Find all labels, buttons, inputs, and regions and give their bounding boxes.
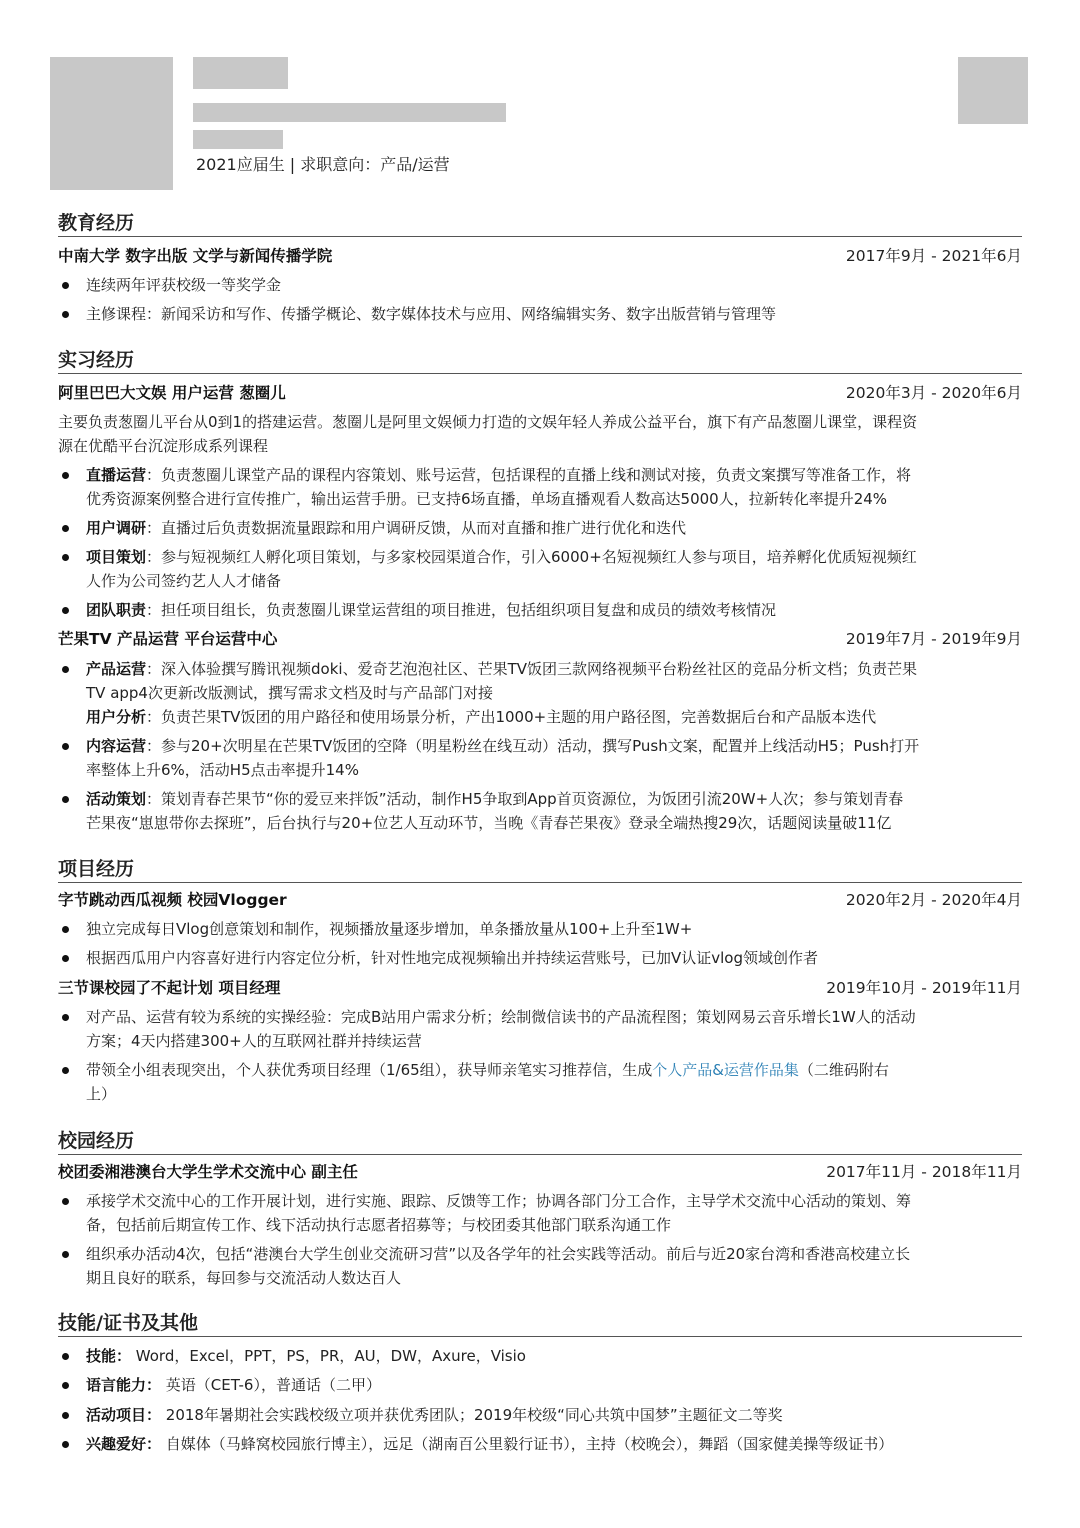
intro-line: 主要负责葱圈儿平台从0到1的搭建运营。葱圈儿是阿里文娱倾力打造的文娱年轻人养成公益平台，旗下有产品葱圈儿课堂，课程资	[58, 413, 918, 431]
bullet-text: 率整体上升6%，活动H5点击率提升14%	[86, 761, 359, 779]
project-entry-sanjieke	[58, 976, 1022, 1000]
education-entry	[58, 244, 1022, 268]
bullet-text: ：担任项目组长，负责葱圈儿课堂运营组的项目推进，包括组织项目复盘和成员的绩效考核情况	[146, 601, 777, 619]
bullet-label: 语言能力：	[86, 1376, 162, 1394]
bullet-text: 对产品、运营有较为系统的实操经验：完成B站用户需求分析；绘制微信读书的产品流程图；策划网易云音乐增长1W人的活动	[86, 1008, 916, 1026]
bullet-label: 用户分析	[86, 708, 147, 726]
bullet-dot	[62, 554, 69, 561]
bullet-text: ：负责葱圈儿课堂产品的课程内容策划、账号运营，包括课程的直播上线和测试对接，负责文案撰写等准备工作，将	[146, 466, 912, 484]
bullet-dot	[62, 796, 69, 803]
section-title-projects: 项目经历	[58, 858, 135, 880]
bullet-label: 项目策划	[86, 548, 147, 566]
bullet-text: ：直播过后负责数据流量跟踪和用户调研反馈，从而对直播和推广进行优化和迭代	[146, 519, 687, 537]
project-entry-bytedance	[58, 888, 1022, 912]
bullet-text: 备，包括前后期宣传工作、线下活动执行志愿者招募等；与校团委其他部门联系沟通工作	[86, 1216, 672, 1234]
bullet-label: 产品运营	[86, 660, 147, 678]
section-title-skills: 技能/证书及其他	[58, 1312, 198, 1334]
section-title-campus: 校园经历	[58, 1130, 135, 1152]
bullet-text: 根据西瓜用户内容喜好进行内容定位分析，针对性地完成视频输出并持续运营账号，已加V认证vlog领域创作者	[86, 949, 819, 967]
entry-date: 2017年11月 - 2018年11月	[826, 1163, 1022, 1181]
bullet-dot	[62, 1067, 69, 1074]
bullet-label: 用户调研	[86, 519, 147, 537]
bullet-dot	[62, 311, 69, 318]
bullet-text: 承接学术交流中心的工作开展计划，进行实施、跟踪、反馈等工作；协调各部门分工合作，主导学术交流中心活动的策划、筹	[86, 1192, 912, 1210]
bullet-dot	[62, 1382, 69, 1389]
entry-date: 2019年10月 - 2019年11月	[826, 979, 1022, 997]
entry-title: 中南大学 数字出版 文学与新闻传播学院	[58, 247, 333, 265]
redacted-qrcode	[958, 57, 1028, 124]
section-divider	[58, 1336, 1022, 1337]
bullet-label: 兴趣爱好：	[86, 1435, 162, 1453]
bullet-text: 优秀资源案例整合进行宣传推广，输出运营手册。已支持6场直播，单场直播观看人数高达5000人，拉新转化率提升24%	[86, 490, 888, 508]
bullet-dot	[62, 282, 69, 289]
entry-date: 2017年9月 - 2021年6月	[845, 247, 1022, 265]
bullet-text: 2018年暑期社会实践校级立项并获优秀团队；2019年校级“同心共筑中国梦”主题征文二等奖	[161, 1406, 783, 1424]
bullet-text: 自媒体（马蜂窝校园旅行博主），远足（湖南百公里毅行证书），主持（校晚会），舞蹈（国家健美操等级证书）	[161, 1435, 894, 1453]
entry-title: 阿里巴巴大文娱 用户运营 葱圈儿	[58, 384, 286, 402]
bullet-dot	[62, 525, 69, 532]
bullet-text: 人作为公司签约艺人人才储备	[86, 572, 282, 590]
bullet-label: 团队职责	[86, 601, 147, 619]
bullet-dot	[62, 472, 69, 479]
redacted-contact	[193, 103, 506, 122]
redacted-name	[193, 57, 288, 89]
bullet-dot	[62, 955, 69, 962]
redacted-photo	[50, 57, 173, 190]
bullet-text: ：参与短视频红人孵化项目策划，与多家校园渠道合作，引入6000+名短视频红人参与项目，培养孵化优质短视频红	[146, 548, 917, 566]
entry-date: 2020年3月 - 2020年6月	[845, 384, 1022, 402]
job-intent: 2021应届生 | 求职意向：产品/运营	[196, 155, 450, 174]
bullet-dot	[62, 1412, 69, 1419]
entry-date: 2019年7月 - 2019年9月	[845, 630, 1022, 648]
bullet-text: 带领全小组表现突出，个人获优秀项目经理（1/65组），获导师亲笔实习推荐信，生成	[86, 1061, 653, 1079]
entry-title: 字节跳动西瓜视频 校园Vlogger	[58, 891, 287, 909]
entry-title: 三节课校园了不起计划 项目经理	[58, 979, 281, 997]
section-title-internship: 实习经历	[58, 349, 135, 371]
entry-title: 芒果TV 产品运营 平台运营中心	[58, 630, 278, 648]
internship-entry-alibaba	[58, 381, 1022, 405]
section-divider	[58, 882, 1022, 883]
bullet-text: （二维码附右	[798, 1061, 889, 1079]
bullet-text: 主修课程：新闻采访和写作、传播学概论、数字媒体技术与应用、网络编辑实务、数字出版营销与管理等	[86, 305, 777, 323]
bullet-text: 方案；4天内搭建300+人的互联网社群并持续运营	[86, 1032, 422, 1050]
entry-intro	[58, 410, 1022, 458]
bullet-dot	[62, 607, 69, 614]
bullet-label: 活动项目：	[86, 1406, 162, 1424]
bullet-text: 英语（CET-6），普通话（二甲）	[161, 1376, 381, 1394]
bullet-label: 内容运营	[86, 737, 147, 755]
bullet-label: 技能：	[86, 1347, 132, 1365]
bullet-text: 芒果夜“崽崽带你去探班”，后台执行与20+位艺人互动环节，当晚《青春芒果夜》登录全端热搜29次，话题阅读量破11亿	[86, 814, 892, 832]
bullet-text: 上）	[86, 1085, 117, 1103]
bullet-dot	[62, 666, 69, 673]
bullet-dot	[62, 1198, 69, 1205]
section-divider	[58, 1154, 1022, 1155]
internship-entry-mango	[58, 627, 1022, 651]
bullet-dot	[62, 926, 69, 933]
bullet-text: Word，Excel，PPT，PS，PR，AU，DW，Axure，Visio	[131, 1347, 526, 1365]
bullet-text: 期且良好的联系，每回参与交流活动人数达百人	[86, 1269, 402, 1287]
bullet-text: 组织承办活动4次，包括“港澳台大学生创业交流研习营”以及各学年的社会实践等活动。前后与近20家台湾和香港高校建立长	[86, 1245, 911, 1263]
campus-entry	[58, 1160, 1022, 1184]
bullet-dot	[62, 743, 69, 750]
bullet-text: TV app4次更新改版测试，撰写需求文档及时与产品部门对接	[86, 684, 493, 702]
redacted-contact-2	[193, 130, 283, 149]
bullet-text: 连续两年评获校级一等奖学金	[86, 276, 282, 294]
bullet-dot	[62, 1014, 69, 1021]
entry-date: 2020年2月 - 2020年4月	[845, 891, 1022, 909]
bullet-dot	[62, 1353, 69, 1360]
intro-line: 源在优酷平台沉淀形成系列课程	[58, 437, 269, 455]
entry-title: 校团委湘港澳台大学生学术交流中心 副主任	[58, 1163, 358, 1181]
section-divider	[58, 373, 1022, 374]
bullet-dot	[62, 1251, 69, 1258]
bullet-label: 直播运营	[86, 466, 147, 484]
section-title-education: 教育经历	[58, 212, 135, 234]
bullet-text: 独立完成每日Vlog创意策划和制作，视频播放量逐步增加，单条播放量从100+上升至1W+	[86, 920, 693, 938]
bullet-text: ：负责芒果TV饭团的用户路径和使用场景分析，产出1000+主题的用户路径图，完善数据后台和产品版本迭代	[146, 708, 877, 726]
bullet-text: ：深入体验撰写腾讯视频doki、爱奇艺泡泡社区、芒果TV饭团三款网络视频平台粉丝社区的竞品分析文档；负责芒果	[146, 660, 917, 678]
bullet-label: 活动策划	[86, 790, 147, 808]
section-divider	[58, 236, 1022, 237]
bullet-dot	[62, 1441, 69, 1448]
bullet-text: ：策划青春芒果节“你的爱豆来拌饭”活动，制作H5争取到App首页资源位，为饭团引流20W+人次；参与策划青春	[146, 790, 904, 808]
portfolio-link[interactable]: 个人产品&运营作品集	[652, 1061, 799, 1079]
bullet-text: ：参与20+次明星在芒果TV饭团的空降（明星粉丝在线互动）活动，撰写Push文案，配置并上线活动H5；Push打开	[146, 737, 920, 755]
